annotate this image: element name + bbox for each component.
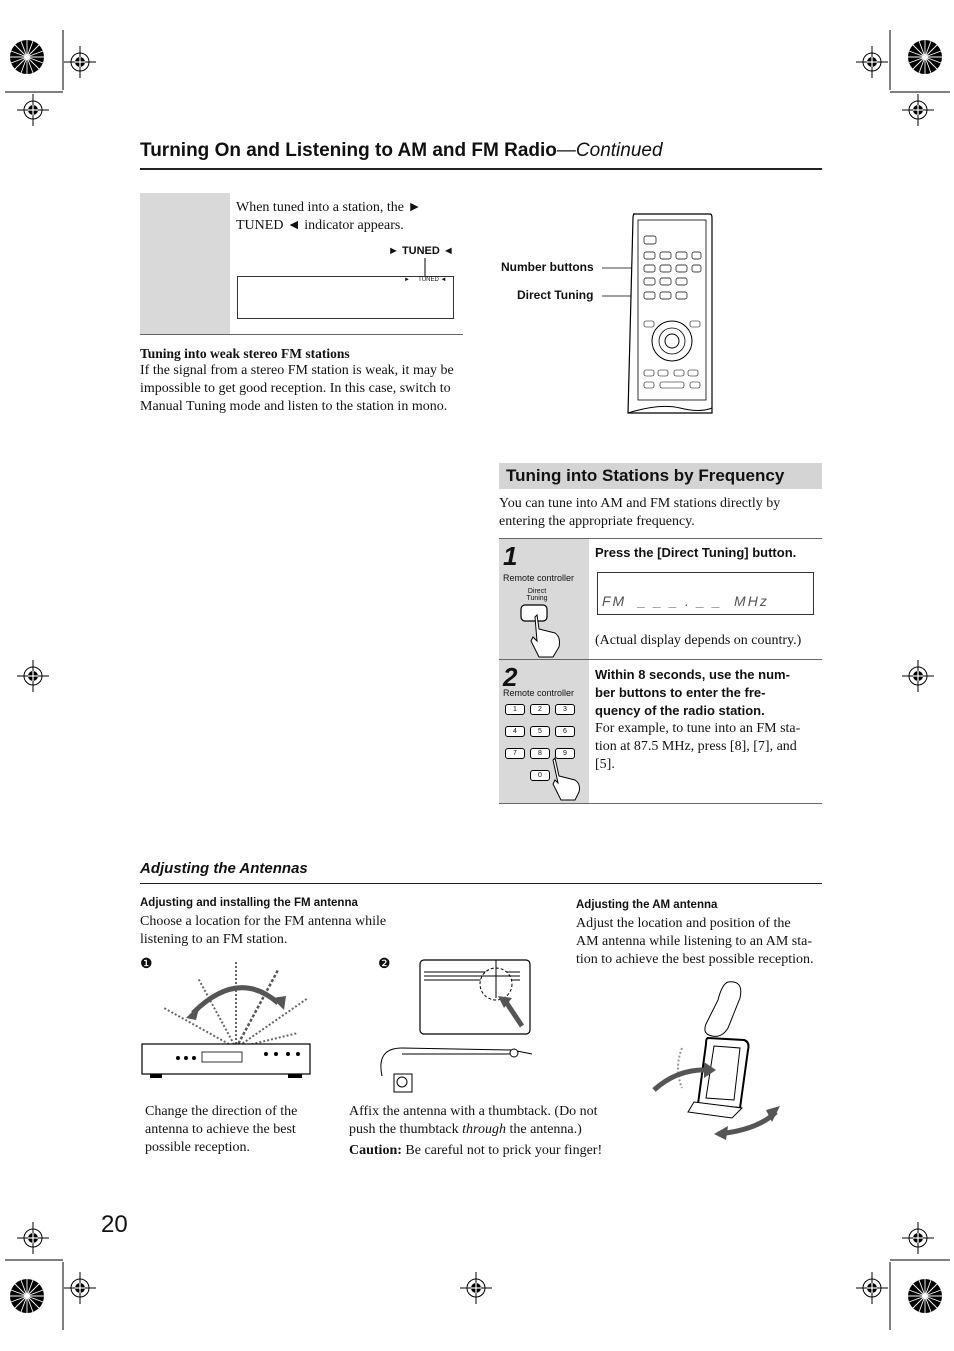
key-5: 5 <box>530 726 550 737</box>
am-antenna-body-line-3: tion to achieve the best possible reception. <box>576 952 814 967</box>
fm-antenna-thumbtack-illustration <box>372 958 542 1098</box>
caution-note <box>349 1142 602 1160</box>
direct-tuning-lcd-display <box>597 572 814 615</box>
tuned-lcd-text: ► TUNED ◄ <box>404 277 447 283</box>
fm-antenna-body: Choose a location for the FM antenna while listening to an FM station. <box>140 914 387 947</box>
key-2: 2 <box>530 704 550 715</box>
step-table-bottom-rule <box>499 803 822 804</box>
am-antenna-body <box>576 915 822 969</box>
frequency-intro: You can tune into AM and FM stations directly by entering the appropriate frequency. <box>499 496 781 529</box>
keypad-press-hand-icon <box>549 752 589 802</box>
header-rule <box>140 168 822 170</box>
weak-stereo-heading: Tuning into weak stereo FM stations <box>140 346 350 361</box>
header-title-text: Turning On and Listening to AM and FM Radio <box>140 140 557 161</box>
fm-antenna-heading: Adjusting and installing the FM antenna <box>140 897 358 909</box>
direct-tuning-lcd-text: FM _ _ _ . _ _ MHz <box>602 593 769 609</box>
step-2-example-line-3: [5]. <box>595 757 615 772</box>
step-1-instruction: Press the [Direct Tuning] button. <box>595 545 797 560</box>
figure-2-caption-pre: Affix the antenna with a thumbtack. (Do not push the thumbtack <box>349 1104 598 1137</box>
step-2-instruction-line-3: quency of the radio station. <box>595 703 765 718</box>
am-antenna-body-line-1: Adjust the location and position of the <box>576 916 791 931</box>
step-1-number: 1 <box>503 541 518 571</box>
key-9: 9 <box>555 748 575 759</box>
key-7: 7 <box>505 748 525 759</box>
caution-label: Caution: <box>349 1143 402 1158</box>
page-header-title <box>140 140 663 162</box>
step-1-note: (Actual display depends on country.) <box>595 633 802 648</box>
figure-1-marker: ❶ <box>140 957 153 972</box>
step-2-example-line-1: For example, to tune into an FM sta- <box>595 721 801 736</box>
antennas-rule <box>140 883 822 884</box>
step-2-instruction-line-1: Within 8 seconds, use the num- <box>595 667 790 682</box>
direct-tuning-button-label: Direct Tuning <box>526 588 548 602</box>
key-3: 3 <box>555 704 575 715</box>
tuned-indicator-label: ► TUNED ◄ <box>388 245 454 257</box>
frequency-section-title: Tuning into Stations by Frequency <box>506 466 785 485</box>
fm-antenna-direction-illustration <box>138 958 318 1083</box>
direct-tuning-button-press-illustration <box>517 601 567 661</box>
figure-2-caption-post: the antenna.) <box>505 1122 582 1137</box>
tuned-note-bottom-rule <box>140 334 463 335</box>
tuned-note-panel-side <box>140 193 230 334</box>
number-buttons-callout: Number buttons <box>501 260 594 274</box>
key-6: 6 <box>555 726 575 737</box>
am-antenna-illustration <box>648 978 788 1143</box>
weak-stereo-body: If the signal from a stereo FM station is weak, it may be impossible to get good reception. In this case, switch to Manual Tuning mode and listen to the station in mono. <box>140 363 454 414</box>
step-2-number: 2 <box>503 662 518 692</box>
am-antenna-body-line-2: AM antenna while listening to an AM sta- <box>576 934 813 949</box>
header-continued: —Continued <box>556 140 663 161</box>
am-antenna-heading: Adjusting the AM antenna <box>576 899 718 911</box>
step-2-example <box>595 720 821 774</box>
step-1-panel <box>499 539 589 659</box>
step-2-example-line-2: tion at 87.5 MHz, press [8], [7], and <box>595 739 797 754</box>
figure-2-marker: ❷ <box>378 957 391 972</box>
figure-1-caption: Change the direction of the antenna to achieve the best possible reception. <box>145 1104 298 1155</box>
remote-controller-illustration <box>600 208 720 418</box>
tuned-note-text: When tuned into a station, the ► TUNED ◄ indicator appears. <box>236 200 422 233</box>
step-1-device-label: Remote controller <box>503 573 575 583</box>
step-2-device-label: Remote controller <box>503 688 575 698</box>
figure-2-caption-em: through <box>462 1122 506 1137</box>
tuned-lcd-display <box>237 276 454 319</box>
step-2-instruction <box>595 666 819 720</box>
step-2-panel <box>499 660 589 803</box>
key-1: 1 <box>505 704 525 715</box>
key-8: 8 <box>530 748 550 759</box>
frequency-section-bar <box>499 463 822 489</box>
tuned-leader-line <box>415 258 435 278</box>
figure-2-caption <box>349 1103 611 1139</box>
antennas-section-title: Adjusting the Antennas <box>140 860 308 877</box>
key-0: 0 <box>530 770 550 781</box>
step-2-instruction-line-2: ber buttons to enter the fre- <box>595 685 766 700</box>
page-number: 20 <box>101 1211 128 1238</box>
caution-text: Be careful not to prick your finger! <box>401 1143 603 1158</box>
direct-tuning-callout: Direct Tuning <box>517 288 594 302</box>
key-4: 4 <box>505 726 525 737</box>
